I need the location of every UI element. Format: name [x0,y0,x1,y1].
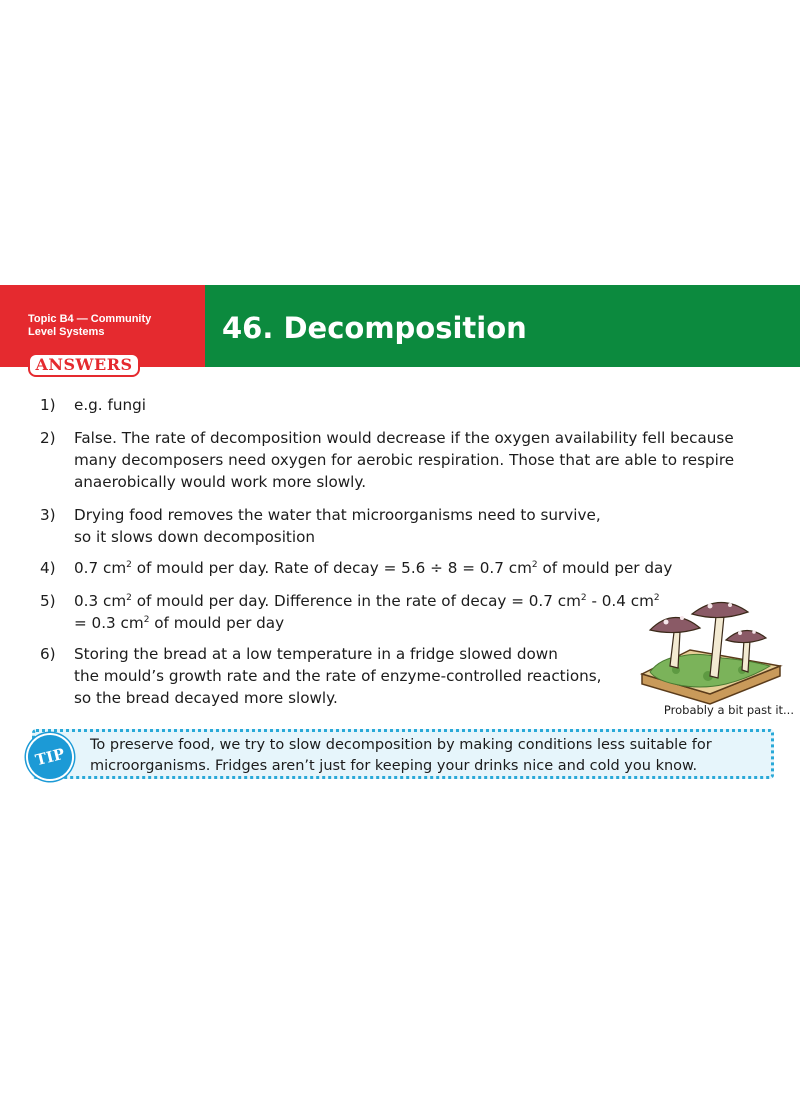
topic-label [28,313,198,339]
answer-line: e.g. fungi [74,396,146,414]
answer-text [74,590,660,634]
answer-number: 2) [40,429,56,447]
answer-text [74,504,601,548]
topic-line-1: Topic B4 — Community [28,313,152,325]
answer-line: False. The rate of decomposition would decrease if the oxygen availability fell because [74,429,734,447]
answer-text [74,394,146,416]
answer-line: many decomposers need oxygen for aerobic respiration. Those that are able to respire [74,451,735,469]
topic-line-2: Level Systems [28,326,105,338]
answer-text [74,427,734,493]
tip-line-1: To preserve food, we try to slow decomposition by making conditions less suitable for [90,737,712,753]
answer-number: 5) [40,592,56,610]
answer-text [74,557,672,579]
answer-line: so it slows down decomposition [74,528,316,546]
answer-line: so the bread decayed more slowly. [74,689,338,707]
answer-line: anaerobically would work more slowly. [74,473,367,491]
illustration-caption: Probably a bit past it... [663,703,794,717]
answer-number: 4) [40,559,56,577]
answer-line: 0.7 $cm^2$ of mould per day. Rate of decay = 5.6 ÷ 8 = 0.7 $cm^2$ of mould per day [74,559,673,577]
tip-line-2: microorganisms. Fridges aren’t just for keeping your drinks nice and cold you know. [90,758,698,774]
mouldy-bread-mushrooms-icon [630,596,792,706]
answers-badge: ANSWERS [28,353,140,377]
answer-line: 0.3 $cm^2$ of mould per day. Difference in the rate of decay = 0.7 $cm^2 - 0.4$ $cm^2$ [74,592,660,610]
answer-line: Storing the bread at a low temperature in a fridge slowed down [74,645,558,663]
answer-number: 1) [40,396,56,414]
answer-line: = 0.3 $cm^2$ of mould per day [74,614,285,632]
tip-badge: TIP [21,728,79,786]
answer-text [74,643,602,709]
answer-number: 3) [40,506,56,524]
answer-line: the mould’s growth rate and the rate of enzyme-controlled reactions, [74,667,602,685]
page-title: 46. Decomposition [222,311,527,345]
tip-text [90,735,770,777]
answer-line: Drying food removes the water that microorganisms need to survive, [74,506,601,524]
answer-number: 6) [40,645,56,663]
